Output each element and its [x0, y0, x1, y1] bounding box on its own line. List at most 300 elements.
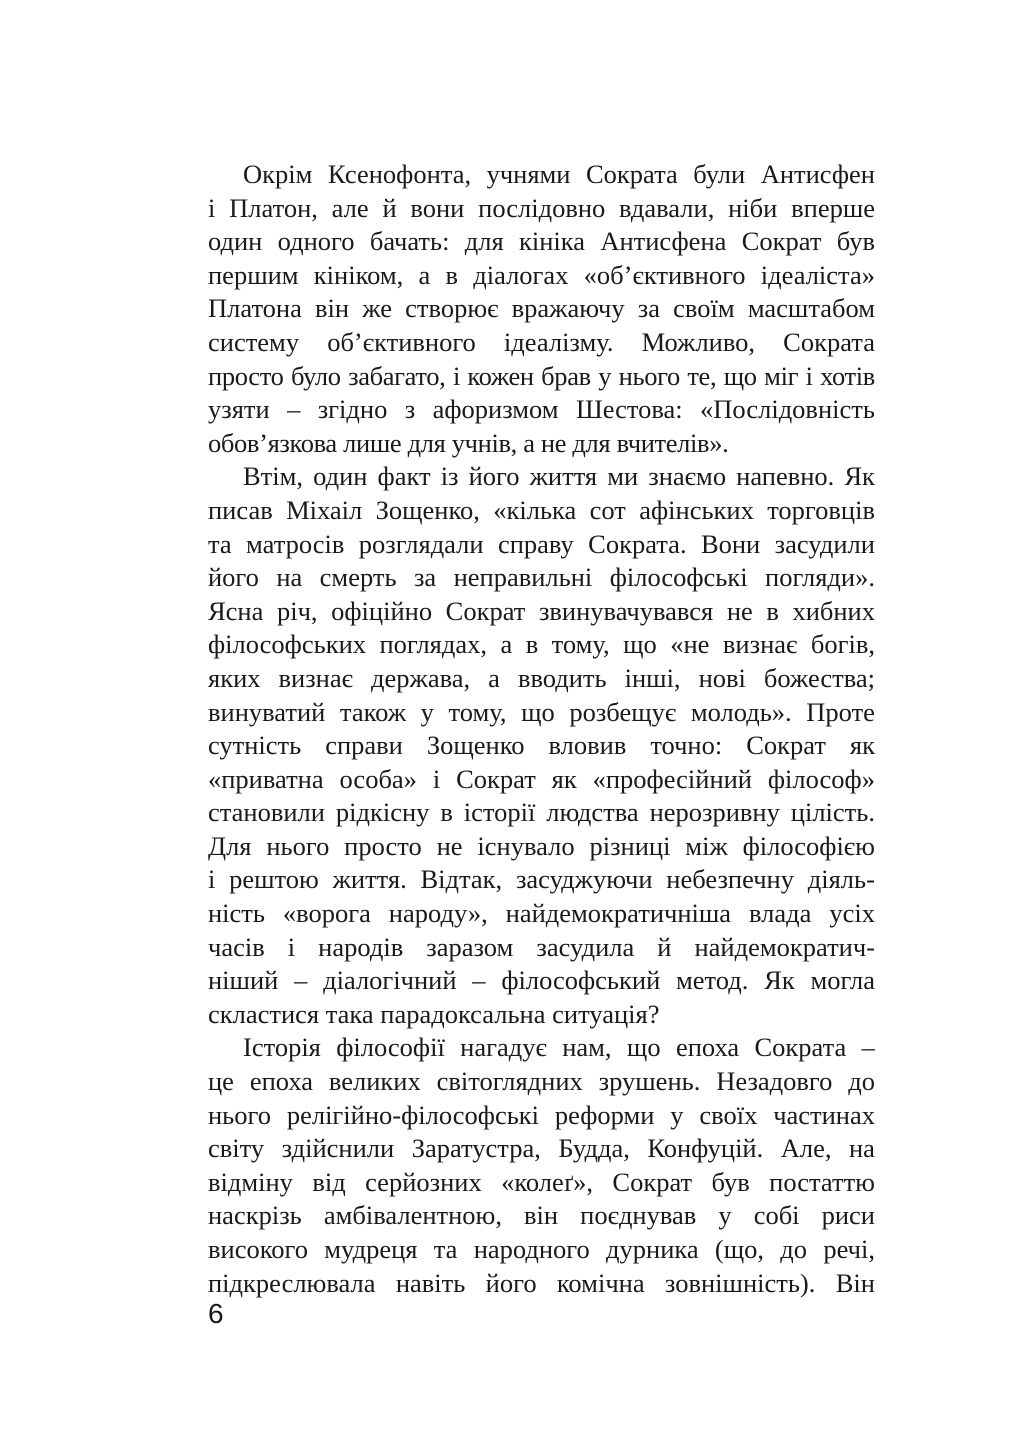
text-line [208, 729, 875, 763]
word: з [404, 394, 416, 425]
text-line [208, 326, 875, 360]
word: Сократа [783, 326, 875, 357]
word: життя. [332, 864, 407, 895]
text-line [208, 259, 875, 293]
word: між [685, 830, 728, 861]
word: об’єктивного [327, 326, 476, 357]
word: Для [208, 830, 252, 861]
word: він [315, 293, 350, 324]
word: нам, [562, 1032, 612, 1063]
text-line-words [208, 1065, 875, 1099]
text-line-words [208, 763, 875, 797]
word: його [485, 1267, 537, 1298]
word: на [276, 562, 303, 593]
word: неправильні [453, 562, 593, 593]
word: учнями [486, 159, 571, 189]
word: світоглядних [436, 1066, 583, 1097]
word: божества; [763, 662, 875, 693]
word: забагато, [348, 360, 446, 391]
word: визнає [278, 662, 353, 693]
word: просто [208, 360, 284, 391]
word: Відтак, [420, 864, 503, 895]
text-line-words [208, 326, 875, 360]
word: Сократ [612, 1166, 693, 1197]
word: яких [208, 662, 261, 693]
word: учнів, [451, 427, 517, 458]
word: смерть [319, 562, 397, 593]
word: ми [607, 461, 639, 492]
word: Ясна [208, 595, 264, 626]
word: був [711, 1166, 750, 1197]
word: в [766, 595, 779, 626]
paragraph-1 [208, 158, 875, 460]
text-line [208, 192, 875, 226]
word: Конфуцій. [647, 1133, 764, 1164]
word: серйозних [365, 1166, 482, 1197]
word: Проте [806, 696, 875, 727]
word: становили [208, 797, 325, 828]
word: та [208, 528, 232, 559]
word: писав [208, 494, 273, 525]
word: справу [497, 528, 574, 559]
word: здійснили [281, 1133, 395, 1164]
word: точно: [650, 730, 723, 761]
word: реформи [554, 1099, 655, 1130]
word: за [413, 562, 437, 593]
word: філософією [742, 830, 875, 861]
word: «ворога [282, 898, 371, 929]
word: обов’язкова [208, 427, 337, 458]
word: створює [405, 293, 499, 324]
text-line-words [208, 360, 875, 394]
word: народного [473, 1234, 590, 1264]
text-line [208, 1132, 875, 1166]
word: часів [208, 931, 265, 962]
word: Вони [700, 528, 761, 559]
word: для [407, 427, 446, 458]
word: нього [266, 830, 330, 861]
word: те, [687, 360, 717, 391]
word: вводить [517, 662, 607, 693]
word: Міхаіл [286, 494, 363, 525]
word: і [452, 360, 460, 391]
word: не [726, 595, 753, 626]
word: бачать: [369, 226, 450, 257]
word: засуджуючи [515, 864, 653, 895]
word: кініком, [313, 259, 404, 290]
word: «приватна [208, 763, 324, 794]
word: від [312, 1166, 346, 1197]
text-line [208, 1099, 875, 1133]
word: народів [318, 931, 404, 962]
text-line [208, 292, 875, 326]
word: справи [325, 730, 403, 761]
word: послідовно [478, 192, 606, 223]
word: річ, [276, 595, 318, 626]
word: вражаючу [511, 293, 625, 324]
word: ідеалізму. [503, 326, 614, 357]
word: найдемократичніша [505, 898, 732, 929]
word: були [693, 159, 746, 189]
paragraph-3 [208, 1031, 875, 1300]
word: Сократ [741, 226, 822, 257]
text-line-words [208, 1199, 875, 1233]
word: що [723, 360, 757, 391]
word: за [637, 293, 661, 324]
word: звинувачувався [538, 595, 714, 626]
word: наскрізь [208, 1200, 302, 1231]
word: і [208, 864, 216, 895]
word: Сократа [585, 159, 678, 189]
word: зовнішність). [664, 1267, 816, 1298]
word: винуватий [208, 696, 326, 727]
word: у [718, 1200, 732, 1231]
word: ніший [208, 965, 279, 996]
word: Незадовго [716, 1066, 833, 1097]
word: Платон, [229, 192, 318, 223]
word: така [325, 998, 374, 1029]
text-line-words [208, 1233, 875, 1267]
word: що [623, 629, 657, 660]
word: «не [670, 629, 710, 660]
word: заразом [426, 931, 514, 962]
text-line-words [208, 259, 875, 293]
word: засудили [774, 528, 875, 559]
word: також [339, 696, 407, 727]
word: Зощенко [426, 730, 525, 761]
word: Сократ [456, 763, 536, 794]
word: не [540, 427, 567, 458]
word: нього [618, 360, 680, 391]
word: Втім, [243, 461, 304, 492]
word: засудила [536, 931, 635, 962]
word: зрушень. [598, 1066, 701, 1097]
text-line-words [208, 528, 875, 562]
word: підкреслювала [208, 1267, 376, 1298]
word: собі [753, 1200, 800, 1231]
text-line [208, 1166, 875, 1200]
text-line-words [208, 1267, 875, 1301]
word: «кілька [493, 494, 577, 525]
word: історії [463, 797, 536, 828]
word: своїх [699, 1099, 758, 1130]
word: в [440, 797, 453, 828]
text-line-words [208, 158, 875, 192]
word: було [290, 360, 341, 391]
word: рідкісну [335, 797, 430, 828]
text-line [208, 528, 875, 562]
word: Ксенофонта, [327, 159, 472, 189]
word: одного [277, 226, 355, 257]
word: розбещує [569, 696, 677, 727]
text-line [208, 1267, 875, 1301]
word: офіційно [331, 595, 433, 626]
word: інші, [624, 662, 681, 693]
word-space [546, 998, 553, 1032]
word: визнає [722, 629, 798, 660]
text-line-words [208, 460, 875, 494]
word: до [848, 1066, 875, 1097]
word: погляди». [765, 562, 875, 593]
word: Антисфена [600, 226, 727, 257]
word: комічна [556, 1267, 645, 1298]
word: тому, [448, 696, 507, 727]
word-space [374, 998, 381, 1032]
text-line [208, 931, 875, 965]
text-line-words [208, 1132, 875, 1166]
word: Сократа. [588, 528, 687, 559]
text-line [208, 662, 875, 696]
text-line-words [208, 796, 875, 830]
word: Сократ [746, 730, 826, 761]
word: епоха [249, 1066, 314, 1097]
text-line [208, 796, 875, 830]
word: і [432, 763, 441, 794]
text-line-words [208, 662, 875, 696]
word: але [331, 192, 369, 223]
word: узяти [208, 394, 270, 425]
text-line [208, 225, 875, 259]
word: небезпечну [666, 864, 794, 895]
word: цілість. [790, 797, 875, 828]
word: для [464, 226, 504, 257]
text-line-words [208, 292, 875, 326]
word: Він [835, 1267, 875, 1298]
word: нерозривну [649, 797, 780, 828]
word: частинах [773, 1099, 875, 1130]
word: хотів [820, 360, 875, 391]
word: згідно [317, 394, 388, 425]
word: розглядали [358, 528, 484, 559]
word: – [294, 965, 308, 996]
text-line [208, 561, 875, 595]
word: Шестова: [575, 394, 683, 425]
text-line-words [208, 931, 875, 965]
word: у [420, 696, 434, 727]
word: торговців [767, 494, 875, 525]
word: і [208, 192, 216, 223]
word: могла [810, 965, 875, 996]
paragraph-2 [208, 460, 875, 1031]
word: що [626, 1032, 661, 1063]
word: Платона [208, 293, 302, 324]
text-line [208, 427, 875, 461]
word: був [836, 226, 875, 257]
word: для [572, 427, 611, 458]
word: мудреця [324, 1234, 418, 1264]
word: його [468, 461, 520, 492]
word: сот [589, 494, 626, 525]
word: світу [208, 1133, 265, 1164]
text-line-words [208, 1099, 875, 1133]
word: «об’єктивного [583, 259, 746, 290]
word: нові [698, 662, 746, 693]
body-text-column [208, 158, 875, 1300]
word: усіх [829, 898, 875, 929]
word: нагадує [460, 1032, 547, 1063]
text-line [208, 1199, 875, 1233]
page-number: 6 [208, 1298, 224, 1329]
word: речі, [823, 1234, 875, 1264]
word: поєднував [580, 1200, 697, 1231]
text-line [208, 863, 875, 897]
word: – [287, 394, 301, 425]
word: і [287, 931, 296, 962]
text-line [208, 897, 875, 931]
word: він [524, 1200, 559, 1231]
text-line-words [208, 192, 875, 226]
text-line-words [208, 1166, 875, 1200]
text-line-words [208, 863, 875, 897]
word: вдавали, [619, 192, 715, 223]
word: народу», [388, 898, 488, 929]
text-line-words [208, 897, 875, 931]
word: молодь». [690, 696, 792, 727]
word: в [525, 629, 539, 660]
word: знаємо [648, 461, 727, 492]
word: вони [410, 192, 465, 223]
word: Будда, [558, 1133, 630, 1164]
word: Як [764, 965, 795, 996]
word: як [551, 763, 577, 794]
word: філософських [208, 629, 367, 660]
word: же [362, 293, 392, 324]
word: сутність [208, 730, 302, 761]
word: міг [764, 360, 799, 391]
word: метод. [676, 965, 749, 996]
word: Можливо, [641, 326, 756, 357]
word: у [598, 360, 612, 391]
text-line [208, 158, 875, 192]
word: вловив [548, 730, 627, 761]
text-line-words [208, 696, 875, 730]
text-line-words [208, 393, 875, 427]
word: філософський [501, 965, 661, 996]
word: брав [541, 360, 591, 391]
word: постаттю [769, 1166, 875, 1197]
text-line [208, 393, 875, 427]
word: діяль- [807, 864, 875, 895]
text-line-words [208, 1031, 875, 1065]
word: вчителів». [616, 427, 729, 458]
word-space [319, 998, 326, 1032]
word: його [208, 562, 259, 593]
word: Як [844, 461, 875, 492]
word: риси [821, 1200, 875, 1231]
word: життя [529, 461, 598, 492]
text-line [208, 628, 875, 662]
word: афінських [639, 494, 754, 525]
text-line-words [208, 427, 875, 461]
word: Сократ [445, 595, 526, 626]
word: – [472, 965, 486, 996]
text-line [208, 595, 875, 629]
word: а [488, 662, 500, 693]
word: – [861, 1032, 875, 1063]
text-line-words [208, 729, 875, 763]
word: ніби [728, 192, 778, 223]
word: просто [344, 830, 422, 861]
text-line-words [208, 225, 875, 259]
text-line-words [208, 628, 875, 662]
text-line-words [208, 561, 875, 595]
word: відміну [208, 1166, 293, 1197]
word: (що, [714, 1234, 765, 1264]
word: а [418, 259, 431, 290]
word: людства [546, 797, 639, 828]
word: філософ» [767, 763, 875, 794]
text-line-words [208, 494, 875, 528]
word: Антисфен [760, 159, 875, 189]
text-line [208, 1065, 875, 1099]
word: «Послідовність [700, 394, 875, 425]
word: релігійно-філософські [286, 1099, 540, 1130]
word: великих [328, 1066, 421, 1097]
word: амбівалентною, [323, 1200, 502, 1231]
word: в [445, 259, 458, 290]
word: що [521, 696, 555, 727]
word: Зощенко, [375, 494, 480, 525]
word: своїм [673, 293, 735, 324]
word: філософські [609, 562, 748, 593]
word: із [440, 461, 459, 492]
word: та [433, 1234, 458, 1264]
word: матросів [246, 528, 345, 559]
text-line-words [208, 998, 875, 1032]
word: афоризмом [432, 394, 559, 425]
word: й [382, 192, 397, 223]
word: різниці [589, 830, 671, 861]
word: існувало [477, 830, 575, 861]
word: а [500, 629, 513, 660]
word: а [523, 427, 535, 458]
word: діалогах [473, 259, 569, 290]
text-line [208, 830, 875, 864]
word: вперше [791, 192, 875, 223]
text-line [208, 494, 875, 528]
word: нього [208, 1099, 271, 1130]
word: Але, [780, 1133, 832, 1164]
word: Окрім [243, 159, 313, 189]
word: богів, [810, 629, 875, 660]
word: ність [208, 898, 265, 929]
word: не [436, 830, 463, 861]
text-line [208, 1233, 875, 1267]
text-line [208, 998, 875, 1032]
word: епоха [675, 1032, 740, 1063]
word: ідеаліста» [760, 259, 875, 290]
word: один [208, 226, 263, 257]
word: хибних [792, 595, 875, 626]
word: філософії [336, 1032, 445, 1063]
word: рештою [229, 864, 319, 895]
word: кожен [467, 360, 534, 391]
word: напевно. [736, 461, 835, 492]
word: Історія [243, 1032, 321, 1063]
text-line-words [208, 964, 875, 998]
word: систему [208, 326, 300, 357]
word: у [670, 1099, 684, 1130]
word: лише [343, 427, 402, 458]
word: до [780, 1234, 808, 1264]
text-line [208, 360, 875, 394]
word: масштабом [747, 293, 875, 324]
word: першим [208, 259, 299, 290]
word: як [849, 730, 875, 761]
text-line [208, 1031, 875, 1065]
word: навіть [395, 1267, 466, 1298]
word: один [313, 461, 368, 492]
